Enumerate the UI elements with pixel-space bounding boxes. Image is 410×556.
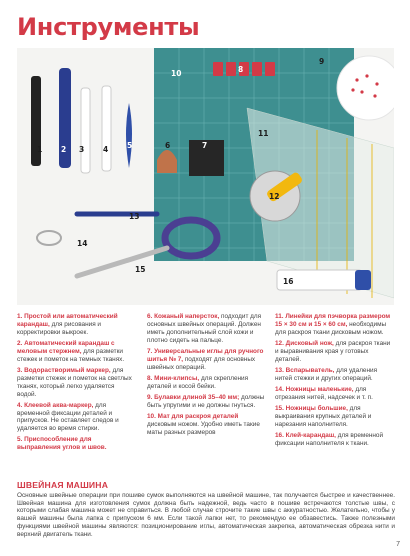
label-1: 1 <box>37 145 43 154</box>
legend-item: 4. Клеевой аква-маркер, для временной фиксации деталей и припусков. Не оставляет следов и удаляется во время стирки. <box>17 401 119 433</box>
small-scissors <box>37 231 61 245</box>
label-10: 10 <box>171 69 182 78</box>
legend-item: 12. Дисковый нож, для раскроя ткани и выравнивания края у готовых деталей. <box>275 339 391 363</box>
legend-column-3 <box>275 313 395 451</box>
legend-column-2 <box>147 313 265 440</box>
tools-photo <box>17 48 394 305</box>
tools-illustration <box>17 48 394 305</box>
legend-item: 15. Ножницы большие, для выкраивания крупных деталей и нарезания наполнителя. <box>275 404 372 428</box>
point-turner <box>126 103 132 168</box>
glue-stick-cap <box>355 270 371 290</box>
label-13: 13 <box>129 212 140 221</box>
label-6: 6 <box>165 141 171 150</box>
glue-marker <box>102 86 111 171</box>
legend-item: 11. Линейки для пэчворка размером 15 × 30 см и 15 × 60 см, необходимы для раскроя ткани дисковым ножом. <box>275 313 391 336</box>
legend-item: 3. Водорастворимый маркер, для разметки стежек и пометок на светлых тканях, который легко удаляется водой. <box>17 366 132 398</box>
page-title <box>17 12 199 44</box>
label-9: 9 <box>319 57 325 66</box>
big-scissors-blade <box>77 248 167 276</box>
legend-item: 2. Автоматический карандаш с меловым стержнем, для разметки стежек и пометок на темных тканях. <box>17 339 125 363</box>
label-4: 4 <box>103 145 109 154</box>
legend-item: 7. Универсальные иглы для ручного шитья № 7, подходят для основных швейных операций. <box>147 347 264 371</box>
label-14: 14 <box>77 239 88 248</box>
mini-clips <box>213 62 275 76</box>
title-text: Инструменты <box>17 13 200 41</box>
page-number: 7 <box>396 541 400 548</box>
legend-item: 9. Булавки длиной 35–40 мм; должны быть упругими и не должны гнуться. <box>147 393 265 409</box>
legend-item: 1. Простой или автоматический карандаш, для рисования и корректировки выкроек. <box>17 313 118 336</box>
pin-plate <box>337 56 394 120</box>
label-5: 5 <box>127 141 133 150</box>
legend-column-1 <box>17 313 134 455</box>
label-11: 11 <box>258 129 269 138</box>
legend-item: 13. Вспарыватель, для удаления нитей стежки и других операций. <box>275 366 378 382</box>
label-15: 15 <box>135 265 146 274</box>
legend-item: 14. Ножницы маленькие, для отрезания нитей, надсечек и т. п. <box>275 385 373 401</box>
legend-item: 16. Клей-карандаш, для временной фиксации наполнителя к ткани. <box>275 431 384 447</box>
section-title: ШВЕЙНАЯ МАШИНА <box>17 480 109 490</box>
label-3: 3 <box>79 145 85 154</box>
legend-item: 6. Кожаный наперсток, подходит для основных швейных операций. Должен иметь дополнительный слой кожи и плотно сидеть на пальце. <box>147 313 262 344</box>
water-marker <box>81 88 90 173</box>
section-body: Основные швейные операции при пошиве сумок выполняются на швейной машине, так получается быстрее и качественнее. Швейная машина для изготовления сумок должна быть надежной, ведь часто в пошиве встречаются толстые швы, с которыми слабая машина может не справиться. В любой случае строчите такие швы с аккуратностью. Желательно, чтобы у вашей машины была лапка с припуском 6 мм. Если такой лапки нет, то рекомендую ее обзавестись. Также полезными функциями швейной машины являются: позиционирование иглы, автоматическая закрепка, автоматическая обрезка нити и верхний двигатель ткани. <box>17 492 395 538</box>
label-2: 2 <box>61 145 67 154</box>
label-7: 7 <box>202 141 208 150</box>
label-16: 16 <box>283 277 294 286</box>
legend-item: 8. Мини-клипсы, для скрепления деталей и косой бейки. <box>147 374 249 390</box>
label-8: 8 <box>238 65 244 74</box>
legend-item: 5. Приспособление для выправления углов и швов. <box>17 436 107 452</box>
label-12: 12 <box>269 192 280 201</box>
legend-item: 10. Мат для раскроя деталей дисковым ножом. Удобно иметь такие маты разных размеров <box>147 412 260 436</box>
